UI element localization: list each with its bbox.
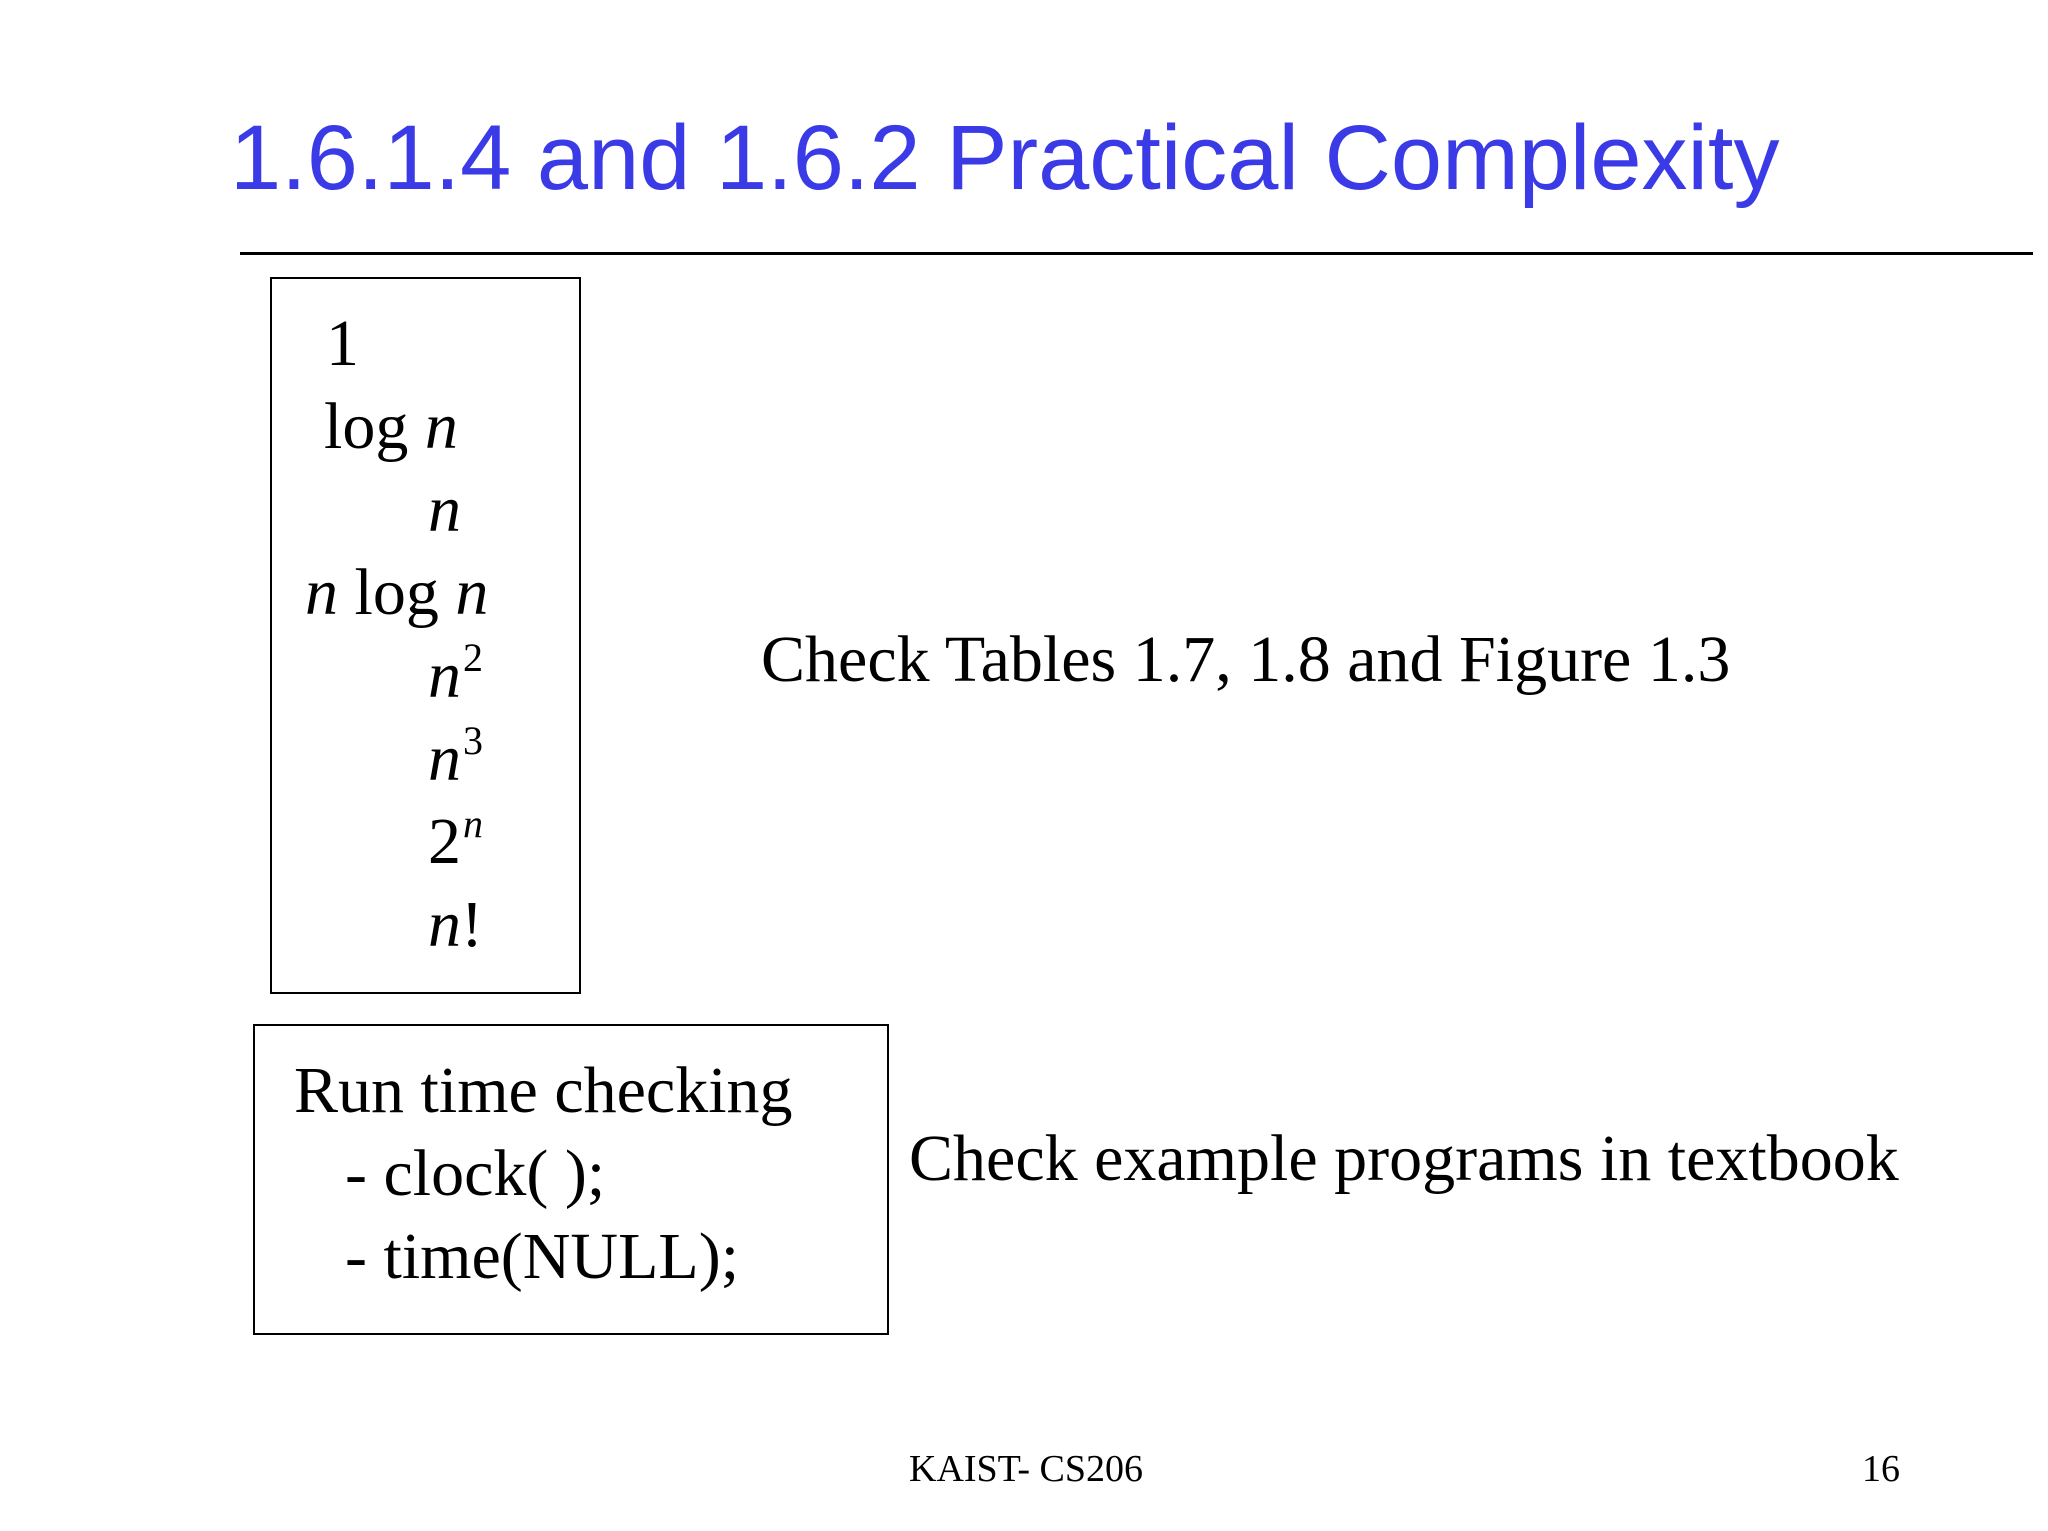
complexity-n-log-n: n log n xyxy=(305,556,489,629)
runtime-item-time: - time(NULL); xyxy=(345,1220,740,1293)
title-underline xyxy=(240,252,2033,255)
complexity-n-factorial: n! xyxy=(428,888,483,961)
complexity-constant: 1 xyxy=(326,307,359,380)
complexity-log-n: log n xyxy=(324,390,458,463)
runtime-heading: Run time checking xyxy=(294,1054,793,1127)
footer-page-number: 16 xyxy=(1862,1448,1900,1490)
complexity-two-to-n: 2$^n$ xyxy=(428,801,483,878)
complexity-n: n xyxy=(428,473,461,546)
footer-course: KAIST- CS206 xyxy=(909,1448,1144,1490)
check-examples-note: Check example programs in textbook xyxy=(909,1122,1899,1195)
complexity-n-squared: $n^2$ xyxy=(428,635,483,712)
slide-title: 1.6.1.4 and 1.6.2 Practical Complexity xyxy=(230,107,1780,209)
check-tables-note: Check Tables 1.7, 1.8 and Figure 1.3 xyxy=(761,623,1731,696)
complexity-list-box xyxy=(270,277,581,994)
complexity-n-cubed: $n^3$ xyxy=(428,718,483,795)
runtime-item-clock: - clock( ); xyxy=(345,1137,606,1210)
